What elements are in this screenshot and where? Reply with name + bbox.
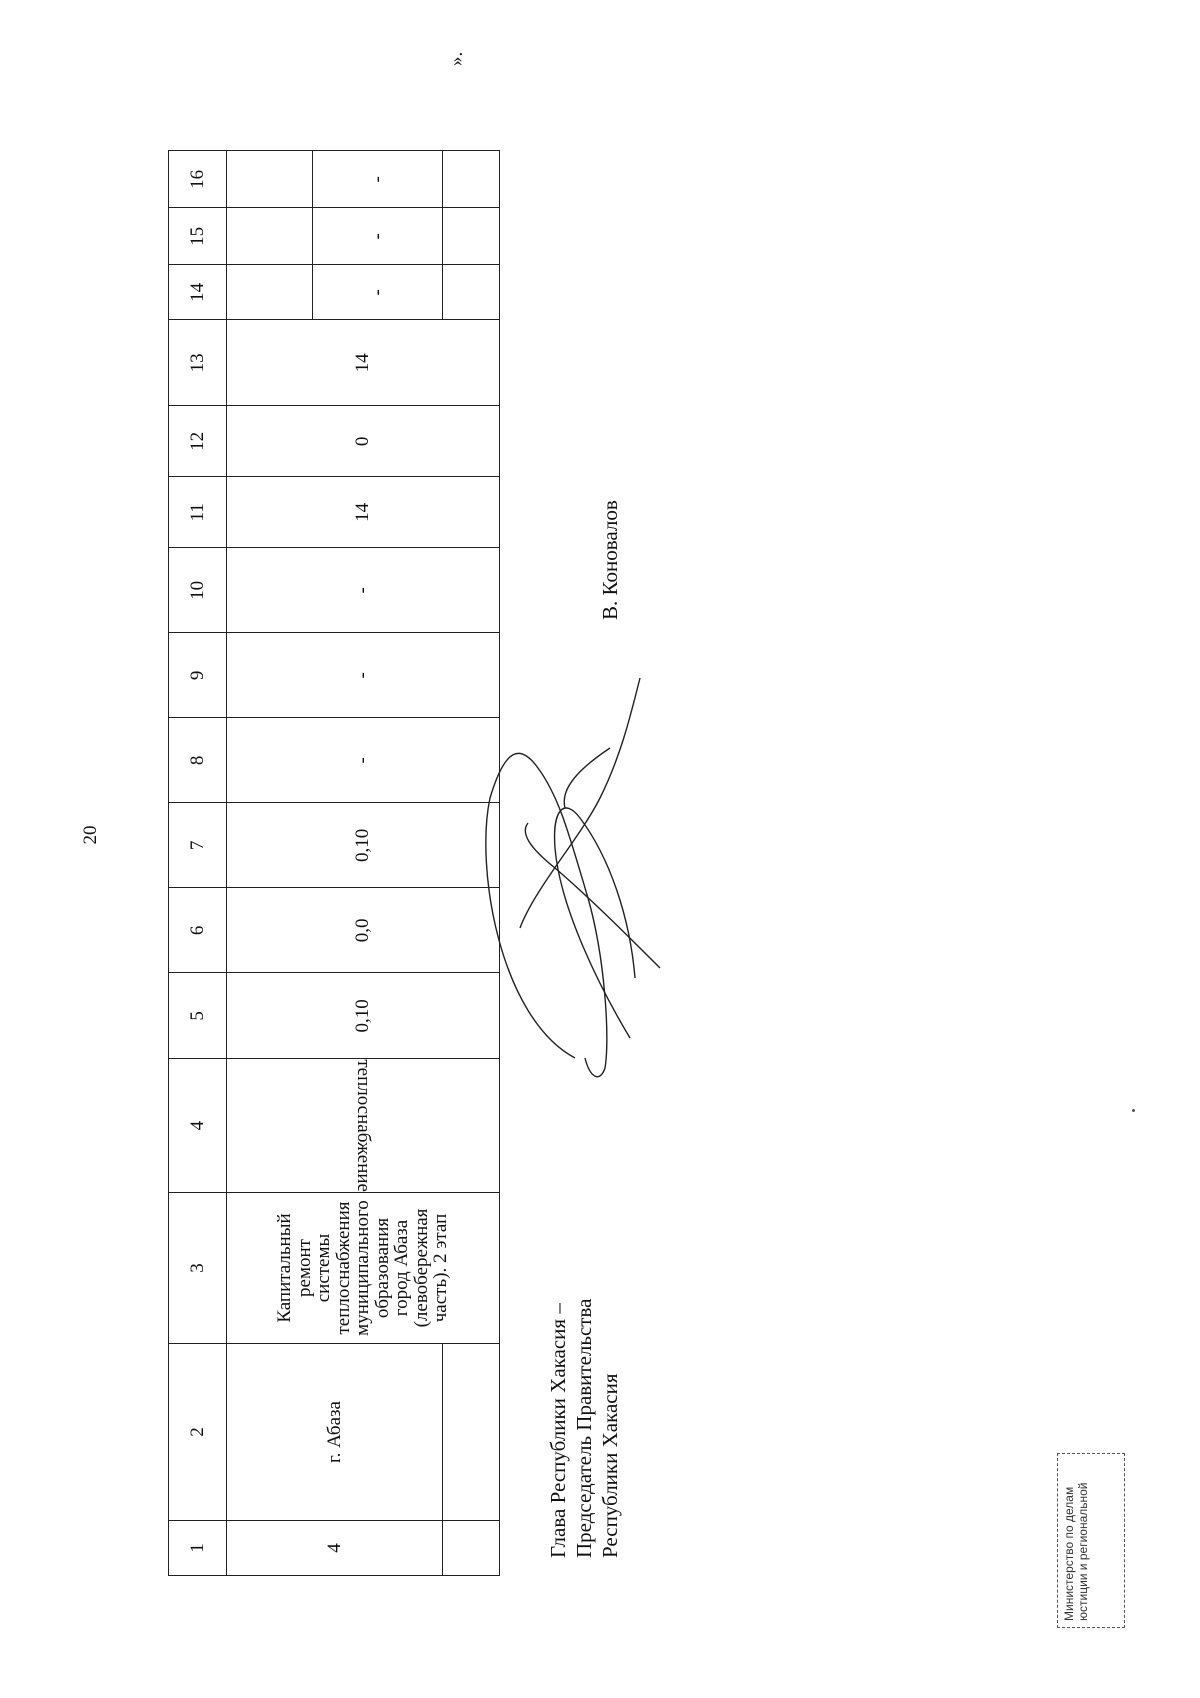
signer-title-line: Председатель Правительства — [572, 1298, 596, 1558]
stamp-line: Министерство по делам — [1062, 1486, 1076, 1621]
cell-type — [227, 1059, 500, 1193]
stamp-line: юстиции и региональной — [1076, 1482, 1090, 1621]
col-number: 7 — [169, 803, 227, 888]
object-name-line: (левобережная — [410, 1208, 432, 1328]
cell-empty — [443, 265, 500, 320]
cell-value: - — [227, 548, 500, 633]
signer-title-line: Республики Хакасия — [598, 1373, 622, 1558]
col-number: 14 — [169, 265, 227, 320]
cell-row-number: 4 — [227, 1521, 443, 1576]
page-number: 20 — [80, 825, 101, 845]
cell-value: - — [313, 208, 443, 265]
registration-stamp — [1057, 1453, 1125, 1628]
object-name-line: образования — [371, 1217, 393, 1319]
col-number: 2 — [169, 1344, 227, 1521]
scan-speck — [1132, 1109, 1135, 1112]
cell-empty — [443, 1521, 500, 1576]
col-number: 4 — [169, 1059, 227, 1193]
signature-block — [545, 1299, 623, 1558]
column-number-row — [169, 151, 227, 1576]
cell-empty — [443, 151, 500, 208]
col-number: 9 — [169, 633, 227, 718]
object-name-line: часть). 2 этап — [430, 1213, 452, 1323]
col-number: 13 — [169, 320, 227, 406]
cell-value: 14 — [227, 477, 500, 548]
cell-empty — [443, 1344, 500, 1521]
col-number: 15 — [169, 208, 227, 265]
cell-value: 0,10 — [227, 973, 500, 1059]
col-number: 11 — [169, 477, 227, 548]
col-number: 12 — [169, 406, 227, 477]
col-number: 8 — [169, 718, 227, 803]
cell-empty — [443, 208, 500, 265]
cell-value: 0,10 — [227, 803, 500, 888]
cell-empty — [227, 151, 313, 208]
object-name-line: город Абаза — [391, 1219, 413, 1317]
cell-empty — [227, 208, 313, 265]
col-number: 3 — [169, 1193, 227, 1344]
signer-title-line: Глава Республики Хакасия – — [546, 1303, 570, 1558]
cell-type-text: теплоснабжение — [353, 1059, 374, 1192]
object-name-line: Капитальный ремонт — [274, 1213, 315, 1323]
handwritten-signature — [460, 638, 690, 1098]
signer-name: В. Коновалов — [598, 500, 622, 620]
col-number: 1 — [169, 1521, 227, 1576]
program-table — [168, 150, 500, 1576]
object-name-line: системы — [313, 1233, 335, 1303]
cell-value: - — [313, 151, 443, 208]
closing-quote-mark: ». — [446, 51, 467, 66]
cell-value: - — [227, 718, 500, 803]
table-row — [227, 151, 313, 1576]
object-name-line: муниципального — [352, 1200, 374, 1336]
col-number: 5 — [169, 973, 227, 1059]
cell-municipality: г. Абаза — [227, 1344, 443, 1521]
col-number: 6 — [169, 888, 227, 973]
cell-value: 0 — [227, 406, 500, 477]
cell-value: 0,0 — [227, 888, 500, 973]
cell-value: 14 — [227, 320, 500, 406]
cell-object-name — [227, 1193, 500, 1344]
cell-empty — [227, 265, 313, 320]
object-name-line: теплоснабжения — [332, 1201, 354, 1335]
cell-value: - — [313, 265, 443, 320]
col-number: 16 — [169, 151, 227, 208]
col-number: 10 — [169, 548, 227, 633]
cell-value: - — [227, 633, 500, 718]
